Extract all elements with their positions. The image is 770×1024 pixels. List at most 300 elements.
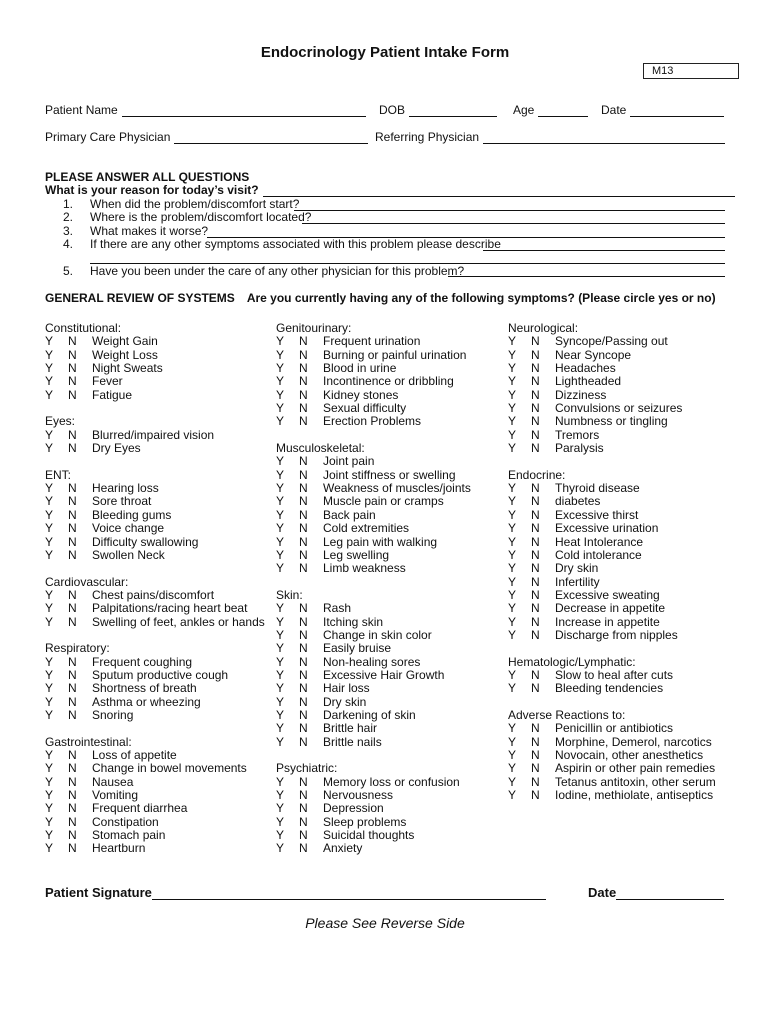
no-option[interactable]: N bbox=[68, 654, 77, 669]
no-option[interactable]: N bbox=[68, 828, 77, 843]
yes-option[interactable]: Y bbox=[508, 374, 517, 389]
no-option[interactable]: N bbox=[68, 534, 77, 549]
yes-option[interactable]: Y bbox=[276, 374, 285, 389]
review-column-3 bbox=[508, 321, 716, 803]
no-option[interactable]: N bbox=[68, 667, 77, 682]
symptom-row bbox=[276, 361, 397, 376]
yes-option[interactable]: Y bbox=[45, 667, 54, 682]
symptom-row bbox=[276, 414, 422, 429]
symptom-row bbox=[508, 587, 660, 602]
yes-option[interactable]: Y bbox=[45, 534, 54, 549]
no-option[interactable]: N bbox=[68, 748, 77, 762]
referring-row bbox=[375, 130, 725, 144]
no-option[interactable]: N bbox=[299, 521, 308, 536]
reason-question: What is your reason for today’s visit? bbox=[45, 183, 259, 197]
section-spacer bbox=[276, 429, 365, 442]
symptom-label: Change in skin color bbox=[323, 627, 432, 642]
symptom-row bbox=[276, 654, 421, 669]
yes-option[interactable]: Y bbox=[508, 547, 517, 562]
no-option[interactable]: N bbox=[68, 694, 77, 709]
yes-option[interactable]: Y bbox=[508, 774, 517, 789]
yes-option[interactable]: Y bbox=[508, 561, 517, 576]
yes-option[interactable]: Y bbox=[45, 441, 54, 456]
yes-option[interactable]: Y bbox=[276, 334, 285, 349]
no-option[interactable]: N bbox=[299, 614, 308, 629]
age-label: Age bbox=[513, 103, 535, 117]
symptom-row bbox=[45, 709, 132, 722]
section-spacer bbox=[45, 402, 132, 415]
yes-option[interactable]: Y bbox=[45, 521, 54, 536]
yes-option[interactable]: Y bbox=[45, 427, 54, 442]
yes-option[interactable]: Y bbox=[276, 507, 285, 522]
no-option[interactable]: N bbox=[299, 694, 308, 709]
symptom-row bbox=[508, 495, 636, 508]
symptom-row bbox=[276, 534, 438, 549]
yes-option[interactable]: Y bbox=[508, 521, 517, 536]
no-option[interactable]: N bbox=[531, 561, 540, 576]
no-option[interactable]: N bbox=[68, 814, 77, 829]
no-option[interactable]: N bbox=[299, 828, 308, 843]
symptom-label: Memory loss or confusion bbox=[323, 774, 460, 789]
yes-option[interactable]: Y bbox=[508, 627, 517, 642]
question-1-field[interactable] bbox=[294, 210, 725, 211]
symptom-row bbox=[508, 389, 636, 402]
referring-field[interactable] bbox=[483, 131, 725, 144]
section-title: Constitutional: bbox=[45, 321, 122, 335]
symptom-row bbox=[276, 721, 378, 736]
symptom-label: Heartburn bbox=[92, 841, 146, 856]
symptom-label: Suicidal thoughts bbox=[323, 828, 415, 843]
yes-option[interactable]: Y bbox=[508, 587, 517, 602]
no-option[interactable]: N bbox=[68, 801, 77, 816]
no-option[interactable]: N bbox=[299, 627, 308, 642]
symptom-row bbox=[45, 841, 146, 856]
yes-option[interactable]: Y bbox=[276, 454, 285, 469]
symptom-row bbox=[508, 761, 716, 776]
yes-option[interactable]: Y bbox=[508, 748, 517, 762]
no-option[interactable]: N bbox=[299, 774, 308, 789]
symptom-label: Voice change bbox=[92, 521, 165, 536]
yes-option[interactable]: Y bbox=[45, 788, 54, 803]
yes-option[interactable]: Y bbox=[45, 361, 54, 376]
no-option[interactable]: N bbox=[299, 454, 308, 469]
symptom-label: Joint pain bbox=[323, 454, 375, 469]
no-option[interactable]: N bbox=[68, 614, 77, 629]
yes-option[interactable]: Y bbox=[508, 721, 517, 736]
no-option[interactable]: N bbox=[299, 667, 308, 682]
symptom-row bbox=[45, 334, 158, 349]
no-option[interactable]: N bbox=[531, 734, 540, 749]
section-spacer bbox=[508, 642, 636, 655]
no-option[interactable]: N bbox=[299, 347, 308, 362]
yes-option[interactable]: Y bbox=[508, 401, 517, 416]
no-option[interactable]: N bbox=[531, 414, 540, 429]
symptom-row bbox=[45, 347, 158, 362]
reason-field[interactable] bbox=[263, 184, 735, 197]
review-header bbox=[45, 291, 716, 305]
symptom-label: Swelling of feet, ankles or hands bbox=[92, 614, 265, 629]
question-number: 5. bbox=[63, 264, 74, 278]
yes-option[interactable]: Y bbox=[45, 748, 54, 762]
yes-option[interactable]: Y bbox=[276, 841, 285, 856]
no-option[interactable]: N bbox=[68, 547, 77, 562]
no-option[interactable]: N bbox=[531, 361, 540, 376]
section-spacer bbox=[45, 629, 132, 642]
no-option[interactable]: N bbox=[299, 561, 308, 576]
yes-option[interactable]: Y bbox=[508, 681, 517, 696]
no-option[interactable]: N bbox=[299, 641, 308, 656]
no-option[interactable]: N bbox=[531, 614, 540, 629]
yes-option[interactable]: Y bbox=[45, 547, 54, 562]
no-option[interactable]: N bbox=[68, 774, 77, 789]
no-option[interactable]: N bbox=[299, 414, 308, 429]
section-spacer bbox=[508, 455, 636, 468]
yes-option[interactable]: Y bbox=[276, 828, 285, 843]
yes-option[interactable]: Y bbox=[45, 707, 54, 722]
question-2-field[interactable] bbox=[302, 223, 725, 224]
no-option[interactable]: N bbox=[299, 401, 308, 416]
symptom-label: Fever bbox=[92, 374, 123, 389]
no-option[interactable]: N bbox=[531, 748, 540, 762]
no-option[interactable]: N bbox=[299, 481, 308, 496]
symptom-label: Paralysis bbox=[555, 441, 604, 456]
yes-option[interactable]: Y bbox=[276, 734, 285, 749]
no-option[interactable]: N bbox=[299, 387, 308, 402]
symptom-label: Nausea bbox=[92, 774, 134, 789]
no-option[interactable]: N bbox=[531, 721, 540, 736]
section-title: Eyes: bbox=[45, 414, 76, 429]
yes-option[interactable]: Y bbox=[276, 681, 285, 696]
section-spacer bbox=[508, 696, 636, 709]
no-option[interactable]: N bbox=[68, 334, 77, 349]
question-number: 2. bbox=[63, 210, 74, 224]
yes-option[interactable]: Y bbox=[508, 574, 517, 589]
yes-option[interactable]: Y bbox=[276, 721, 285, 736]
yes-option[interactable]: Y bbox=[276, 347, 285, 362]
symptom-label: Palpitations/racing heart beat bbox=[92, 601, 248, 616]
no-option[interactable]: N bbox=[299, 788, 308, 803]
symptom-label: Nervousness bbox=[323, 788, 394, 803]
symptom-label: Brittle nails bbox=[323, 734, 382, 749]
no-option[interactable]: N bbox=[531, 681, 540, 696]
symptom-row bbox=[45, 375, 132, 388]
symptom-label: Burning or painful urination bbox=[323, 347, 467, 362]
symptom-row bbox=[508, 576, 636, 589]
no-option[interactable]: N bbox=[68, 441, 77, 456]
symptom-row bbox=[508, 429, 636, 442]
signature-date-row bbox=[588, 885, 724, 900]
no-option[interactable]: N bbox=[531, 788, 540, 803]
symptom-label: Itching skin bbox=[323, 614, 384, 629]
symptom-label: Slow to heal after cuts bbox=[555, 667, 674, 682]
no-option[interactable]: N bbox=[299, 681, 308, 696]
symptom-label: Asthma or wheezing bbox=[92, 694, 201, 709]
yes-option[interactable]: Y bbox=[45, 681, 54, 696]
yes-option[interactable]: Y bbox=[45, 481, 54, 496]
symptom-label: Rash bbox=[323, 601, 352, 616]
section-title: Psychiatric: bbox=[276, 761, 338, 776]
no-option[interactable]: N bbox=[299, 814, 308, 829]
yes-option[interactable]: Y bbox=[508, 494, 517, 509]
yes-option[interactable]: Y bbox=[508, 387, 517, 402]
symptom-row bbox=[276, 828, 415, 843]
no-option[interactable]: N bbox=[531, 374, 540, 389]
symptom-row bbox=[276, 641, 392, 656]
symptom-label: Decrease in appetite bbox=[555, 601, 666, 616]
no-option[interactable]: N bbox=[68, 387, 77, 402]
yes-option[interactable]: Y bbox=[45, 841, 54, 856]
signature-field[interactable] bbox=[152, 887, 546, 900]
yes-option[interactable]: Y bbox=[45, 347, 54, 362]
no-option[interactable]: N bbox=[68, 587, 77, 602]
reason-row bbox=[45, 183, 735, 197]
no-option[interactable]: N bbox=[299, 721, 308, 736]
primary-care-row bbox=[45, 130, 368, 144]
review-column-2 bbox=[276, 321, 471, 856]
yes-option[interactable]: Y bbox=[508, 788, 517, 803]
primary-care-field[interactable] bbox=[174, 131, 368, 144]
yes-option[interactable]: Y bbox=[45, 761, 54, 776]
question-text: When did the problem/discomfort start? bbox=[90, 197, 300, 211]
section-spacer bbox=[45, 562, 132, 575]
no-option[interactable]: N bbox=[68, 707, 77, 722]
no-option[interactable]: N bbox=[68, 374, 77, 389]
yes-option[interactable]: Y bbox=[45, 587, 54, 602]
no-option[interactable]: N bbox=[68, 521, 77, 536]
yes-option[interactable]: Y bbox=[276, 707, 285, 722]
yes-option[interactable]: Y bbox=[508, 441, 517, 456]
yes-option[interactable]: Y bbox=[508, 507, 517, 522]
question-4-field[interactable] bbox=[483, 250, 725, 251]
yes-option[interactable]: Y bbox=[45, 614, 54, 629]
no-option[interactable]: N bbox=[531, 667, 540, 682]
no-option[interactable]: N bbox=[531, 774, 540, 789]
symptom-label: Numbness or tingling bbox=[555, 414, 668, 429]
age-field[interactable] bbox=[538, 104, 588, 117]
symptom-label: Excessive Hair Growth bbox=[323, 667, 445, 682]
patient-name-field[interactable] bbox=[122, 104, 366, 117]
symptom-label: Thyroid disease bbox=[555, 481, 640, 496]
no-option[interactable]: N bbox=[299, 601, 308, 616]
symptom-row bbox=[508, 401, 683, 416]
yes-option[interactable]: Y bbox=[276, 801, 285, 816]
symptom-label: Non-healing sores bbox=[323, 654, 421, 669]
yes-option[interactable]: Y bbox=[276, 694, 285, 709]
symptom-label: Novocain, other anesthetics bbox=[555, 748, 704, 762]
yes-option[interactable]: Y bbox=[276, 814, 285, 829]
yes-option[interactable]: Y bbox=[508, 614, 517, 629]
yes-option[interactable]: Y bbox=[508, 334, 517, 349]
symptom-row bbox=[508, 774, 716, 789]
symptom-label: Convulsions or seizures bbox=[555, 401, 683, 416]
no-option[interactable]: N bbox=[299, 841, 308, 856]
yes-option[interactable]: Y bbox=[276, 654, 285, 669]
no-option[interactable]: N bbox=[531, 334, 540, 349]
yes-option[interactable]: Y bbox=[508, 427, 517, 442]
yes-option[interactable]: Y bbox=[276, 534, 285, 549]
referring-label: Referring Physician bbox=[375, 130, 480, 144]
no-option[interactable]: N bbox=[531, 627, 540, 642]
symptom-label: Brittle hair bbox=[323, 721, 378, 736]
no-option[interactable]: N bbox=[531, 507, 540, 522]
no-option[interactable]: N bbox=[531, 534, 540, 549]
yes-option[interactable]: Y bbox=[508, 761, 517, 776]
symptom-row bbox=[45, 654, 193, 669]
no-option[interactable]: N bbox=[68, 347, 77, 362]
dob-field[interactable] bbox=[409, 104, 497, 117]
section-spacer bbox=[45, 455, 132, 468]
yes-option[interactable]: Y bbox=[45, 654, 54, 669]
yes-option[interactable]: Y bbox=[508, 414, 517, 429]
yes-option[interactable]: Y bbox=[276, 614, 285, 629]
no-option[interactable]: N bbox=[531, 574, 540, 589]
yes-option[interactable]: Y bbox=[45, 801, 54, 816]
no-option[interactable]: N bbox=[299, 494, 308, 509]
yes-option[interactable]: Y bbox=[276, 547, 285, 562]
no-option[interactable]: N bbox=[68, 481, 77, 496]
yes-option[interactable]: Y bbox=[45, 828, 54, 843]
no-option[interactable]: N bbox=[299, 374, 308, 389]
yes-option[interactable]: Y bbox=[45, 814, 54, 829]
yes-option[interactable]: Y bbox=[508, 534, 517, 549]
no-option[interactable]: N bbox=[299, 467, 308, 482]
yes-option[interactable]: Y bbox=[276, 401, 285, 416]
symptom-label: Limb weakness bbox=[323, 561, 406, 576]
no-option[interactable]: N bbox=[299, 361, 308, 376]
symptom-row bbox=[276, 547, 390, 562]
symptom-label: Muscle pain or cramps bbox=[323, 494, 444, 509]
yes-option[interactable]: Y bbox=[276, 521, 285, 536]
yes-option[interactable]: Y bbox=[276, 788, 285, 803]
signature-date-field[interactable] bbox=[616, 887, 724, 900]
yes-option[interactable]: Y bbox=[45, 507, 54, 522]
section-spacer bbox=[276, 576, 365, 589]
yes-option[interactable]: Y bbox=[276, 561, 285, 576]
yes-option[interactable]: Y bbox=[508, 734, 517, 749]
yes-option[interactable]: Y bbox=[276, 494, 285, 509]
yes-option[interactable]: Y bbox=[276, 774, 285, 789]
symptom-row bbox=[45, 601, 248, 616]
yes-option[interactable]: Y bbox=[276, 601, 285, 616]
yes-option[interactable]: Y bbox=[45, 334, 54, 349]
symptom-row bbox=[45, 547, 165, 562]
no-option[interactable]: N bbox=[299, 801, 308, 816]
symptom-label: Dry skin bbox=[555, 561, 599, 576]
no-option[interactable]: N bbox=[531, 761, 540, 776]
no-option[interactable]: N bbox=[68, 507, 77, 522]
symptom-label: Anxiety bbox=[323, 841, 363, 856]
no-option[interactable]: N bbox=[531, 401, 540, 416]
symptom-label: Discharge from nipples bbox=[555, 627, 678, 642]
yes-option[interactable]: Y bbox=[45, 694, 54, 709]
no-option[interactable]: N bbox=[68, 681, 77, 696]
section-title: Musculoskeletal: bbox=[276, 441, 365, 456]
no-option[interactable]: N bbox=[531, 521, 540, 536]
no-option[interactable]: N bbox=[531, 347, 540, 362]
no-option[interactable]: N bbox=[68, 601, 77, 616]
yes-option[interactable]: Y bbox=[276, 627, 285, 642]
yes-option[interactable]: Y bbox=[45, 387, 54, 402]
no-option[interactable]: N bbox=[299, 734, 308, 749]
symptom-label: Weight Gain bbox=[92, 334, 158, 349]
question-text: What makes it worse? bbox=[90, 224, 209, 238]
no-option[interactable]: N bbox=[531, 494, 540, 509]
yes-option[interactable]: Y bbox=[276, 667, 285, 682]
yes-option[interactable]: Y bbox=[508, 601, 517, 616]
symptom-row bbox=[276, 334, 421, 349]
symptom-label: Change in bowel movements bbox=[92, 761, 247, 776]
symptom-row bbox=[45, 534, 199, 549]
yes-option[interactable]: Y bbox=[45, 774, 54, 789]
date-field[interactable] bbox=[630, 104, 724, 117]
yes-option[interactable]: Y bbox=[45, 601, 54, 616]
symptom-row bbox=[45, 788, 139, 803]
no-option[interactable]: N bbox=[531, 587, 540, 602]
no-option[interactable]: N bbox=[299, 534, 308, 549]
symptom-row bbox=[45, 507, 172, 522]
no-option[interactable]: N bbox=[299, 334, 308, 349]
yes-option[interactable]: Y bbox=[508, 667, 517, 682]
symptom-label: Excessive urination bbox=[555, 521, 659, 536]
no-option[interactable]: N bbox=[531, 427, 540, 442]
yes-option[interactable]: Y bbox=[276, 481, 285, 496]
yes-option[interactable]: Y bbox=[276, 414, 285, 429]
symptom-row bbox=[45, 694, 201, 709]
symptom-row bbox=[508, 362, 636, 375]
no-option[interactable]: N bbox=[68, 361, 77, 376]
no-option[interactable]: N bbox=[299, 547, 308, 562]
no-option[interactable]: N bbox=[299, 654, 308, 669]
no-option[interactable]: N bbox=[531, 547, 540, 562]
yes-option[interactable]: Y bbox=[276, 467, 285, 482]
no-option[interactable]: N bbox=[299, 507, 308, 522]
symptom-label: Cold intolerance bbox=[555, 547, 642, 562]
symptom-label: Cold extremities bbox=[323, 521, 410, 536]
no-option[interactable]: N bbox=[68, 761, 77, 776]
no-option[interactable]: N bbox=[68, 788, 77, 803]
symptom-label: Joint stiffness or swelling bbox=[323, 467, 456, 482]
yes-option[interactable]: Y bbox=[276, 641, 285, 656]
patient-name-row bbox=[45, 103, 366, 117]
yes-option[interactable]: Y bbox=[276, 361, 285, 376]
yes-option[interactable]: Y bbox=[45, 494, 54, 509]
symptom-label: Incontinence or dribbling bbox=[323, 374, 454, 389]
yes-option[interactable]: Y bbox=[276, 387, 285, 402]
no-option[interactable]: N bbox=[531, 387, 540, 402]
symptom-label: Shortness of breath bbox=[92, 681, 197, 696]
symptom-label: Weakness of muscles/joints bbox=[323, 481, 471, 496]
symptom-row bbox=[45, 361, 163, 376]
no-option[interactable]: N bbox=[531, 441, 540, 456]
no-option[interactable]: N bbox=[299, 707, 308, 722]
symptom-row bbox=[276, 454, 375, 469]
no-option[interactable]: N bbox=[68, 841, 77, 856]
symptom-row bbox=[276, 681, 370, 696]
symptom-label: Hearing loss bbox=[92, 481, 159, 496]
no-option[interactable]: N bbox=[68, 494, 77, 509]
section-spacer bbox=[45, 722, 132, 735]
yes-option[interactable]: Y bbox=[508, 481, 517, 496]
no-option[interactable]: N bbox=[531, 481, 540, 496]
form-code-box: M13 bbox=[643, 63, 739, 79]
question-5-field[interactable] bbox=[448, 276, 725, 277]
yes-option[interactable]: Y bbox=[45, 374, 54, 389]
yes-option[interactable]: Y bbox=[508, 347, 517, 362]
no-option[interactable]: N bbox=[68, 427, 77, 442]
yes-option[interactable]: Y bbox=[508, 361, 517, 376]
no-option[interactable]: N bbox=[531, 601, 540, 616]
symptom-row bbox=[508, 562, 636, 575]
